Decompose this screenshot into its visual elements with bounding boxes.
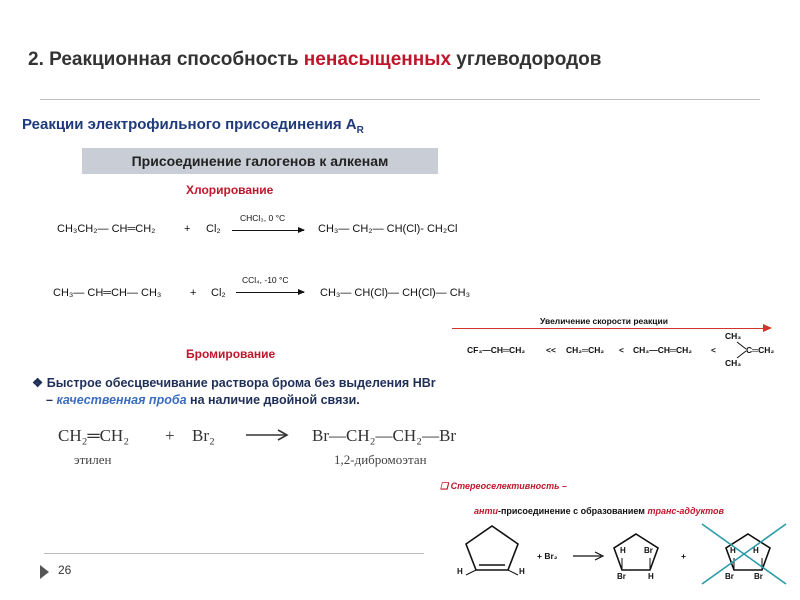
trans-h-bottom-right: H — [648, 572, 654, 581]
bromination-reagent: Br₂ — [192, 426, 215, 445]
eq2-reactant: CH₃— CH═CH— CH₃ — [53, 287, 162, 299]
eq1-reactant: CH₃CH₂— CH═CH₂ — [57, 223, 156, 235]
bromination-reactant: CH₂═CH₂ — [58, 426, 130, 445]
rate-branch-lines — [735, 340, 749, 360]
eq2-reagent: Cl₂ — [211, 287, 226, 299]
cis-h-top-right: H — [753, 546, 759, 555]
anti-addition-line: анти-присоединение с образованием транс-аддуктов — [474, 506, 724, 516]
cis-h-top-left: H — [730, 546, 736, 555]
eq2-condition: CCl₄, -10 °C — [242, 275, 289, 285]
play-arrow-icon — [40, 565, 49, 579]
trans-h-top-left: H — [620, 546, 626, 555]
trans-br-top-right: Br — [644, 546, 653, 555]
rate-op-2: < — [619, 345, 624, 355]
eq2-plus: + — [190, 287, 197, 299]
diamond-bullet-icon: ❖ — [32, 376, 44, 390]
trans-dibromide-structure — [606, 530, 666, 576]
topic-banner: Присоединение галогенов к алкенам — [82, 148, 438, 174]
bromination-heading: Бромирование — [186, 347, 276, 361]
cis-br-bottom-right: Br — [754, 572, 763, 581]
cyclopentene-h-right: H — [519, 567, 525, 576]
page-title: 2. Реакционная способность ненасыщенных углеводородов — [28, 49, 602, 70]
rate-item-4-bottom: CH₃ — [725, 358, 742, 368]
bromination-product: Br—CH₂—CH₂—Br — [312, 426, 457, 445]
square-bullet-icon: ❑ — [440, 481, 449, 491]
trans-br-bottom-left: Br — [617, 572, 626, 581]
eq2-product: CH₃— CH(Cl)— CH(Cl)— CH₃ — [320, 287, 471, 299]
cyclopentene-h-left: H — [457, 567, 463, 576]
chlorination-heading: Хлорирование — [186, 183, 274, 197]
stereo-plus: + — [681, 551, 686, 561]
rate-item-3: CH₃—CH═CH₂ — [633, 345, 693, 355]
stereo-arrow — [573, 550, 607, 562]
stereo-heading: ❑ Стереоселективность – — [440, 481, 567, 491]
section-subtitle: Реакции электрофильного присоединения $A_R$ — [22, 116, 364, 136]
eq1-product: CH₃— CH₂— CH(Cl)- CH₂Cl — [318, 223, 458, 235]
eq1-reagent: Cl₂ — [206, 223, 221, 235]
bromination-bullet: ❖ Быстрое обесцвечивание раствора брома без выделения HBr — [32, 376, 436, 390]
rate-op-3: < — [711, 345, 716, 355]
rate-arrow — [452, 328, 770, 329]
title-highlight: ненасыщенных — [303, 49, 452, 70]
eq1-condition: CHCl₃, 0 °C — [240, 213, 286, 223]
footer-divider — [44, 553, 424, 554]
eq1-plus: + — [184, 223, 191, 235]
stereo-reagent: + Br₂ — [537, 551, 558, 561]
bromination-plus: + — [165, 426, 175, 445]
cross-out-icon — [698, 520, 790, 588]
qualitative-test-highlight: качественная проба — [56, 393, 187, 407]
rate-item-4-top: CH₃ — [725, 331, 742, 341]
bromination-arrow — [246, 428, 290, 442]
caption-ethylene: этилен — [74, 452, 112, 467]
title-divider — [40, 99, 760, 100]
rate-item-2: CH₂═CH₂ — [566, 345, 605, 355]
rate-op-1: << — [546, 345, 556, 355]
rate-item-1: CF₃—CH═CH₂ — [467, 345, 526, 355]
eq1-arrow — [232, 230, 304, 231]
rate-label: Увеличение скорости реакции — [540, 316, 668, 326]
caption-dibromoethane: 1,2-дибромоэтан — [334, 452, 427, 467]
rate-item-4-main: C═CH₂ — [746, 345, 775, 355]
page-number: 26 — [58, 563, 72, 577]
cis-br-bottom-left: Br — [725, 572, 734, 581]
eq2-arrow — [236, 292, 304, 293]
qualitative-test-line: – качественная проба на наличие двойной связи. — [46, 393, 360, 407]
